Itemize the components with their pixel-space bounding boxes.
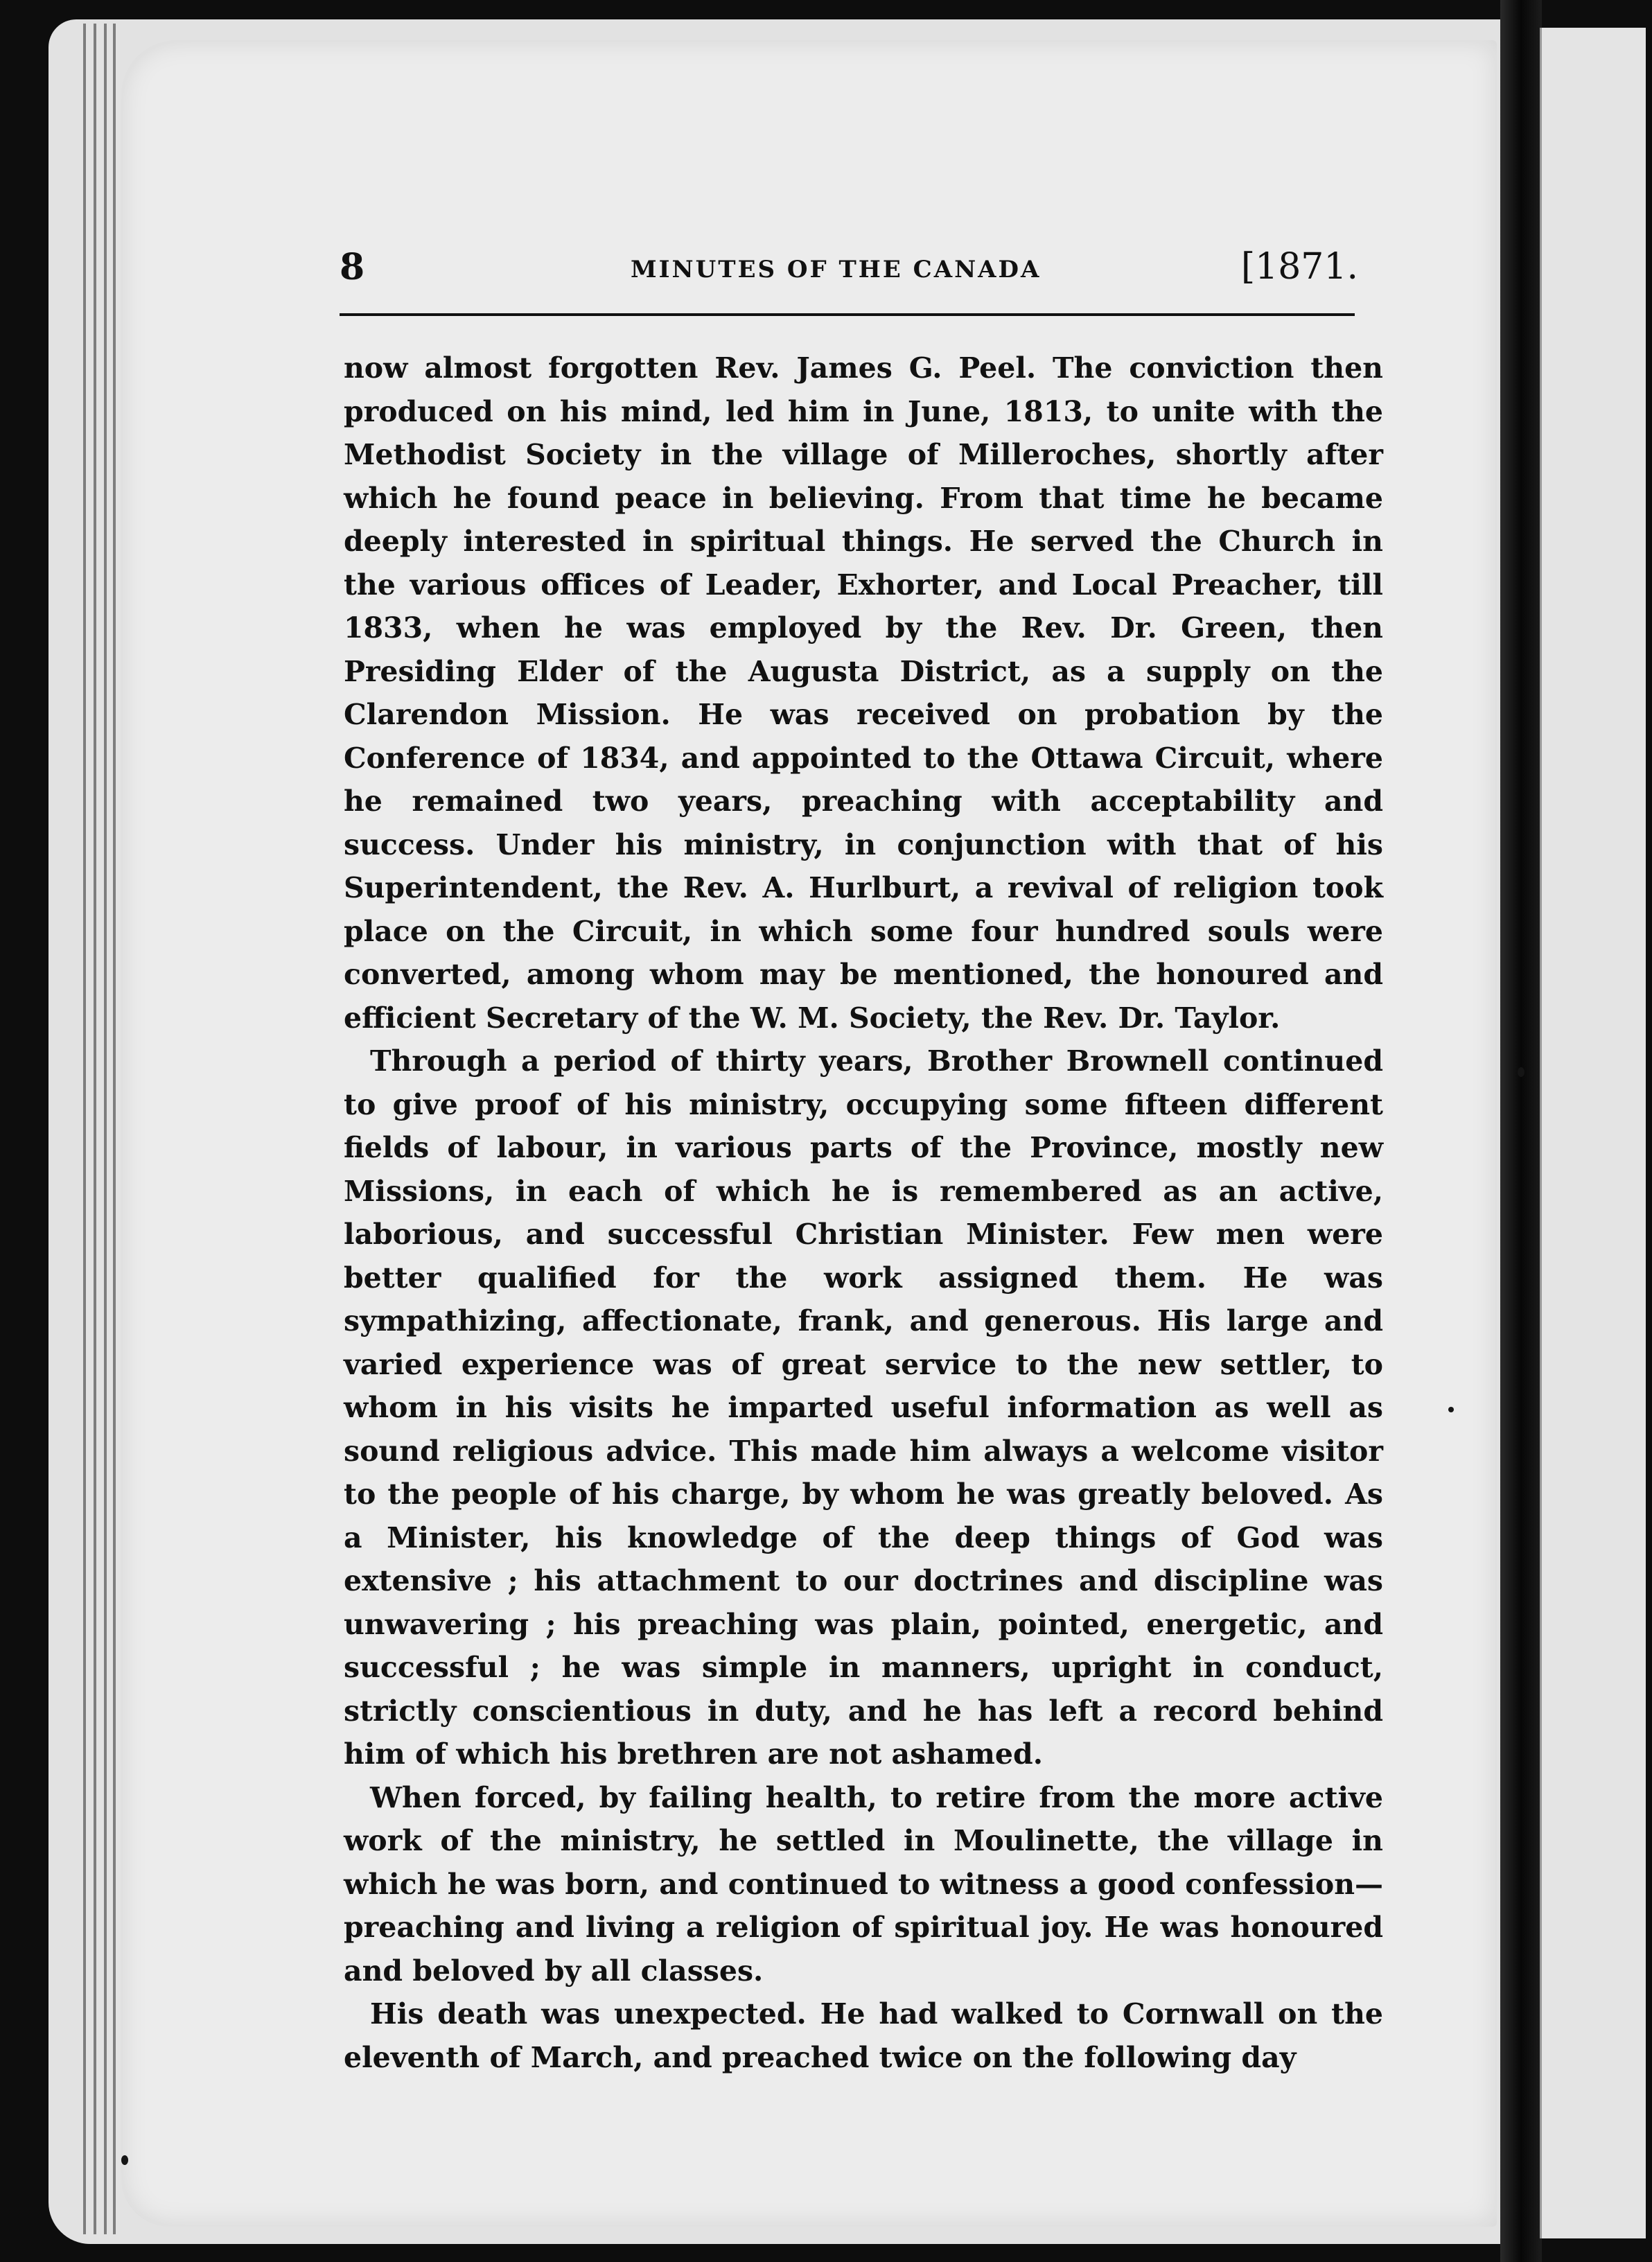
- page-number: 8: [340, 246, 365, 288]
- page-edge-line: [104, 24, 107, 2234]
- running-head-year: [1871.: [1240, 246, 1358, 288]
- facing-page-edge: [1540, 28, 1646, 2238]
- page-edge-line: [94, 24, 96, 2234]
- paragraph: Through a period of thirty years, Brother Brownell continued to give proof of his ministry, occupying some fifteen different fields of labour, in various parts of the Province, mostly new Missions, in each of which he is remembered as an active, laborious, and successful Christian Minister. Few men were better qualified for the work assigned them. He was sympathizing, affectionate, frank, and generous. His large and varied experience was of great service to the new settler, to whom in his visits he imparted useful information as well as sound religious advice. This made him always a welcome visitor to the people of his charge, by whom he was greatly beloved. As a Minister, his knowledge of the deep things of God was extensive ; his attachment to our doctrines and discipline was unwavering ; his preaching was plain, pointed, energetic, and successful ; he was simple in manners, upright in conduct, strictly conscientious in duty, and he has left a record behind him of which his brethren are not ashamed.: [344, 1044, 1383, 1771]
- page-edge-line: [113, 24, 116, 2234]
- scan-speck: [1448, 1407, 1454, 1412]
- running-head: [340, 246, 1365, 295]
- paragraph: His death was unexpected. He had walked to Cornwall on the eleventh of March, and preached twice on the following day: [344, 1997, 1383, 2074]
- header-rule: [340, 313, 1355, 316]
- page-edge-line: [83, 24, 86, 2234]
- paragraph: now almost forgotten Rev. James G. Peel. The conviction then produced on his mind, led him in June, 1813, to unite with the Methodist Society in the village of Milleroches, shortly after which he found peace in believing. From that time he became deeply interested in spiritual things. He served the Church in the various offices of Leader, Exhorter, and Local Preacher, till 1833, when he was employed by the Rev. Dr. Green, then Presiding Elder of the Augusta District, as a supply on the Clarendon Mission. He was received on probation by the Conference of 1834, and appointed to the Ottawa Circuit, where he remained two years, preaching with acceptability and success. Under his ministry, in conjunction with that of his Superintendent, the Rev. A. Hurlburt, a revival of religion took place on the Circuit, in which some four hundred souls were converted, among whom may be mentioned, the honoured and efficient Secretary of the W. M. Society, the Rev. Dr. Taylor.: [344, 351, 1383, 1035]
- scan-speck: [1518, 1067, 1524, 1077]
- book-gutter: [1500, 0, 1542, 2262]
- scan-speck: [121, 2155, 128, 2165]
- running-head-title: MINUTES OF THE CANADA: [631, 256, 1042, 283]
- paragraph: When forced, by failing health, to retire from the more active work of the ministry, he settled in Moulinette, the village in which he was born, and continued to witness a good confession—preaching and living a religion of spiritual joy. He was honoured and beloved by all classes.: [344, 1780, 1383, 1988]
- body-text: [344, 347, 1383, 2079]
